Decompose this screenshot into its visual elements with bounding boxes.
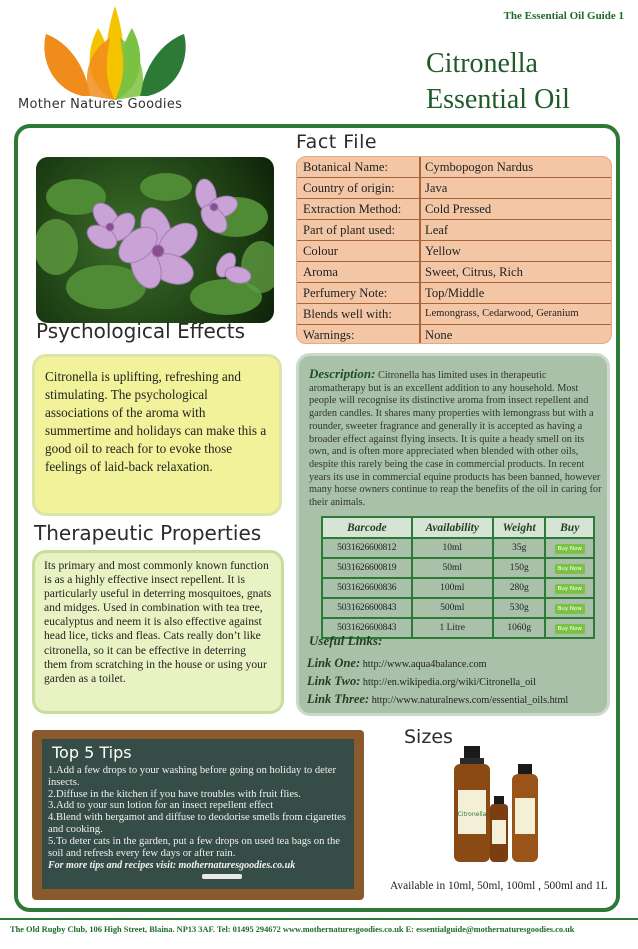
availability-cell: 1 Litre xyxy=(412,618,493,638)
link-one-url[interactable]: http://www.aqua4balance.com xyxy=(362,659,487,670)
oil-bottles-icon xyxy=(446,746,606,866)
link-two-label: Link Two xyxy=(307,674,357,688)
buy-now-button[interactable]: Buy Now xyxy=(555,604,585,614)
geranium-flower-icon xyxy=(36,157,274,323)
fact-row xyxy=(297,220,611,241)
fact-row xyxy=(297,157,611,178)
weight-cell: 280g xyxy=(493,578,545,598)
fact-row xyxy=(297,304,611,325)
fact-row xyxy=(297,241,611,262)
availability-cell: 500ml xyxy=(412,598,493,618)
available-sizes: Available in 10ml, 50ml, 100ml , 500ml and 1L xyxy=(390,880,608,892)
fact-file-table xyxy=(296,156,612,344)
flower-photo xyxy=(36,157,274,323)
chalk-stick-icon xyxy=(202,874,242,879)
weight-cell: 150g xyxy=(493,558,545,578)
fact-value: Lemongrass, Cedarwood, Geranium xyxy=(425,308,579,319)
brand-name: Mother Natures Goodies xyxy=(18,97,183,112)
link-three-label: Link Three xyxy=(307,692,365,706)
footer-contact: The Old Rugby Club, 106 High Street, Blaina. NP13 3AF. Tel: 01495 294672 www.mothernaturesgoodies.co.uk E: essentialguide@mothernaturesgoodies.co.uk xyxy=(10,925,575,934)
useful-links-heading: Useful Links: xyxy=(309,633,383,648)
tips-heading: Top 5 Tips xyxy=(52,743,132,762)
title-line-1: Citronella xyxy=(426,48,538,79)
fact-row xyxy=(297,178,611,199)
psychological-text: Citronella is uplifting, refreshing and stimulating. The psychological associations of the aroma with summertime and holidays can make this a good oil to reach for to evoke those feelings of laid-back relaxation. xyxy=(32,354,282,516)
fact-row xyxy=(297,199,611,220)
col-weight: Weight xyxy=(493,517,545,538)
fact-label: Country of origin: xyxy=(297,178,421,198)
fact-row xyxy=(297,262,611,283)
barcode-cell: 5031626600812 xyxy=(322,538,412,558)
description-label: Description: xyxy=(309,366,376,381)
col-buy: Buy xyxy=(545,517,594,538)
tips-chalkboard xyxy=(32,730,364,900)
buy-now-button[interactable]: Buy Now xyxy=(555,584,585,594)
barcode-cell: 5031626600819 xyxy=(322,558,412,578)
description-text xyxy=(309,368,603,510)
fact-value: Cymbopogon Nardus xyxy=(425,160,534,174)
description-panel xyxy=(296,353,610,716)
product-table xyxy=(321,516,595,639)
fact-file-heading: Fact File xyxy=(296,131,378,153)
col-availability: Availability xyxy=(412,517,493,538)
bottles-image xyxy=(446,746,606,866)
buy-cell xyxy=(545,558,594,578)
link-two[interactable]: Link Two: http://en.wikipedia.org/wiki/Citronella_oil xyxy=(307,674,536,688)
fact-row xyxy=(297,283,611,304)
product-row xyxy=(322,578,594,598)
page-title xyxy=(426,46,570,118)
psychological-heading: Psychological Effects xyxy=(36,319,246,343)
link-one-label: Link One xyxy=(307,656,356,670)
product-row xyxy=(322,558,594,578)
availability-cell: 100ml xyxy=(412,578,493,598)
fact-value: Top/Middle xyxy=(425,286,485,300)
tip-item: 2.Diffuse in the kitchen if you have troubles with fruit flies. xyxy=(48,788,301,800)
weight-cell: 35g xyxy=(493,538,545,558)
fact-value: Leaf xyxy=(425,223,449,237)
fact-label: Part of plant used: xyxy=(297,220,421,240)
buy-cell xyxy=(545,618,594,638)
guide-label: The Essential Oil Guide 1 xyxy=(503,10,624,22)
fact-label: Aroma xyxy=(297,262,421,282)
tip-item: 1.Add a few drops to your washing before going on holiday to deter insects. xyxy=(48,765,337,788)
fact-value: Cold Pressed xyxy=(425,202,492,216)
fact-row xyxy=(297,325,611,344)
link-one[interactable]: Link One: http://www.aqua4balance.com xyxy=(307,656,487,670)
fact-value: None xyxy=(425,328,453,342)
weight-cell: 1060g xyxy=(493,618,545,638)
tip-item: 4.Blend with bergamot and diffuse to deodorise smells from cigarettes and cooking. xyxy=(48,812,346,835)
fact-value: Sweet, Citrus, Rich xyxy=(425,265,523,279)
bottle-label: Citronella xyxy=(457,811,487,818)
therapeutic-text: Its primary and most commonly known function is as a highly effective insect repellent. It is particularly useful in deterring mosquitoes, gnats and midges. Used in combination with tea tree, eucalyptus and neem it is also effective against head lice, ticks and fleas. Cats really don’t like citronella, so it can be effective in deterring them from scratching in the house or using your garden as a toilet. xyxy=(32,550,284,714)
fact-label: Blends well with: xyxy=(297,304,421,324)
fact-label: Extraction Method: xyxy=(297,199,421,219)
barcode-cell: 5031626600836 xyxy=(322,578,412,598)
sizes-heading: Sizes xyxy=(404,726,453,748)
product-row xyxy=(322,598,594,618)
buy-now-button[interactable]: Buy Now xyxy=(555,544,585,554)
tip-item: 3.Add to your sun lotion for an insect repellent effect xyxy=(48,800,274,812)
tips-board-surface xyxy=(42,739,354,889)
fact-label: Warnings: xyxy=(297,325,421,344)
buy-now-button[interactable]: Buy Now xyxy=(555,564,585,574)
tip-item: 5.To deter cats in the garden, put a few drops on used tea bags on the soil and refresh every few days or after rain. xyxy=(48,835,340,859)
tips-more-link[interactable]: For more tips and recipes visit: mothernaturesgoodies.co.uk xyxy=(48,860,296,872)
weight-cell: 530g xyxy=(493,598,545,618)
title-line-2: Essential Oil xyxy=(426,84,570,115)
buy-cell xyxy=(545,598,594,618)
fact-value: Java xyxy=(425,181,448,195)
link-three-url[interactable]: http://www.naturalnews.com/essential_oils.html xyxy=(371,695,569,706)
availability-cell: 50ml xyxy=(412,558,493,578)
fact-label: Perfumery Note: xyxy=(297,283,421,303)
barcode-cell: 5031626600843 xyxy=(322,598,412,618)
fact-label: Botanical Name: xyxy=(297,157,421,177)
therapeutic-heading: Therapeutic Properties xyxy=(34,521,262,545)
availability-cell: 10ml xyxy=(412,538,493,558)
col-barcode: Barcode xyxy=(322,517,412,538)
buy-cell xyxy=(545,578,594,598)
buy-now-button[interactable]: Buy Now xyxy=(555,624,585,634)
fact-label: Colour xyxy=(297,241,421,261)
link-three[interactable]: Link Three: http://www.naturalnews.com/essential_oils.html xyxy=(307,692,569,706)
product-row xyxy=(322,538,594,558)
barcode-cell: 5031626600843 xyxy=(322,618,412,638)
link-two-url[interactable]: http://en.wikipedia.org/wiki/Citronella_oil xyxy=(362,677,536,688)
fact-value: Yellow xyxy=(425,244,461,258)
description-body: Citronella has limited uses in therapeutic aromatherapy but is an excellent addition to any household. Most people will recognise its distinctive aroma from insect repellent and garden candles. It shares many properties with lemongrass but with a rounder, sweeter fragrance and generally it is accepted as having a broader effect against flying insects. It is quite a heady smell on its own, and is often more appreciated when blended with other oils, despite this rarely being the case in commercial products. In recent years its use in commercial equine products has been banned, however many horse owners continue to reap the benefits of the oil in caring for their animals. xyxy=(309,370,602,509)
footer-divider xyxy=(0,918,638,920)
buy-cell xyxy=(545,538,594,558)
